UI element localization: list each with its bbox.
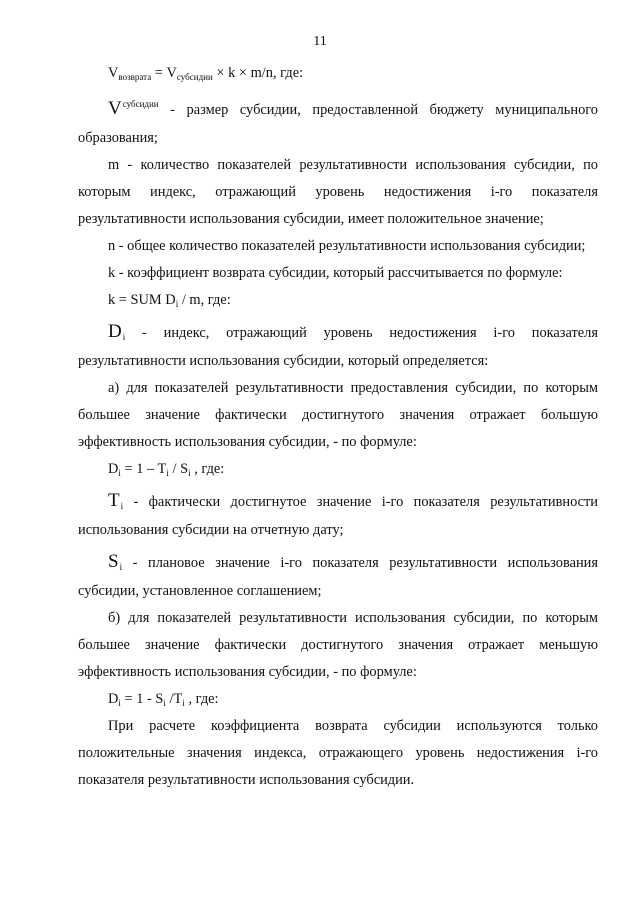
definition-t: $T_i$ - фактически достигнутое значение i-го показателя результативности использования субсидии на отчетную дату; — [78, 490, 598, 538]
definition-m: m - количество показателей результативности использования субсидии, по которым индекс, отражающий уровень недостижения i-го показателя результативности использования субсидии, имеет положительное значение; — [78, 157, 598, 227]
definition-d: $D_i$ - индекс, отражающий уровень недостижения i-го показателя результативности использования субсидии, который определяется: — [78, 321, 598, 369]
closing-paragraph: При расчете коэффициента возврата субсидии используются только положительные значения индекса, отражающего уровень недостижения i-го показателя результативности использования субсидии. — [78, 718, 598, 788]
definition-k: k - коэффициент возврата субсидии, который рассчитывается по формуле: — [108, 265, 563, 281]
case-b: б) для показателей результативности использования субсидии, по которым большее значение фактически достигнутого значения отражает меньшую эффективность использования субсидии, - по формуле: — [78, 610, 598, 680]
page-number: 11 — [313, 34, 327, 49]
definition-s: $S_i$ - плановое значение i-го показателя результативности использования субсидии, установленное соглашением; — [78, 551, 598, 599]
formula-a: $D_i = 1 - T_i / S_i$ , где: — [108, 461, 225, 478]
document-body — [78, 60, 598, 794]
case-a: а) для показателей результативности предоставления субсидии, по которым большее значение фактически достигнутого значения отражает большую эффективность использования субсидии, - по формуле: — [78, 380, 598, 450]
formula-b: $D_i = 1 - S_i$ $/T_i$ , где: — [108, 691, 219, 708]
formula-k: k = SUM $D_i$ / m, где: — [108, 292, 231, 309]
formula-v-return: $V_{возврата} = V_{субсидии} \times k \times m/n$, где: — [108, 65, 304, 82]
definition-n: n - общее количество показателей результативности использования субсидии; — [108, 238, 586, 254]
definition-v-subsidy: $V^{субсидии}$ - размер субсидии, предоставленной бюджету муниципального образования; — [78, 98, 598, 146]
